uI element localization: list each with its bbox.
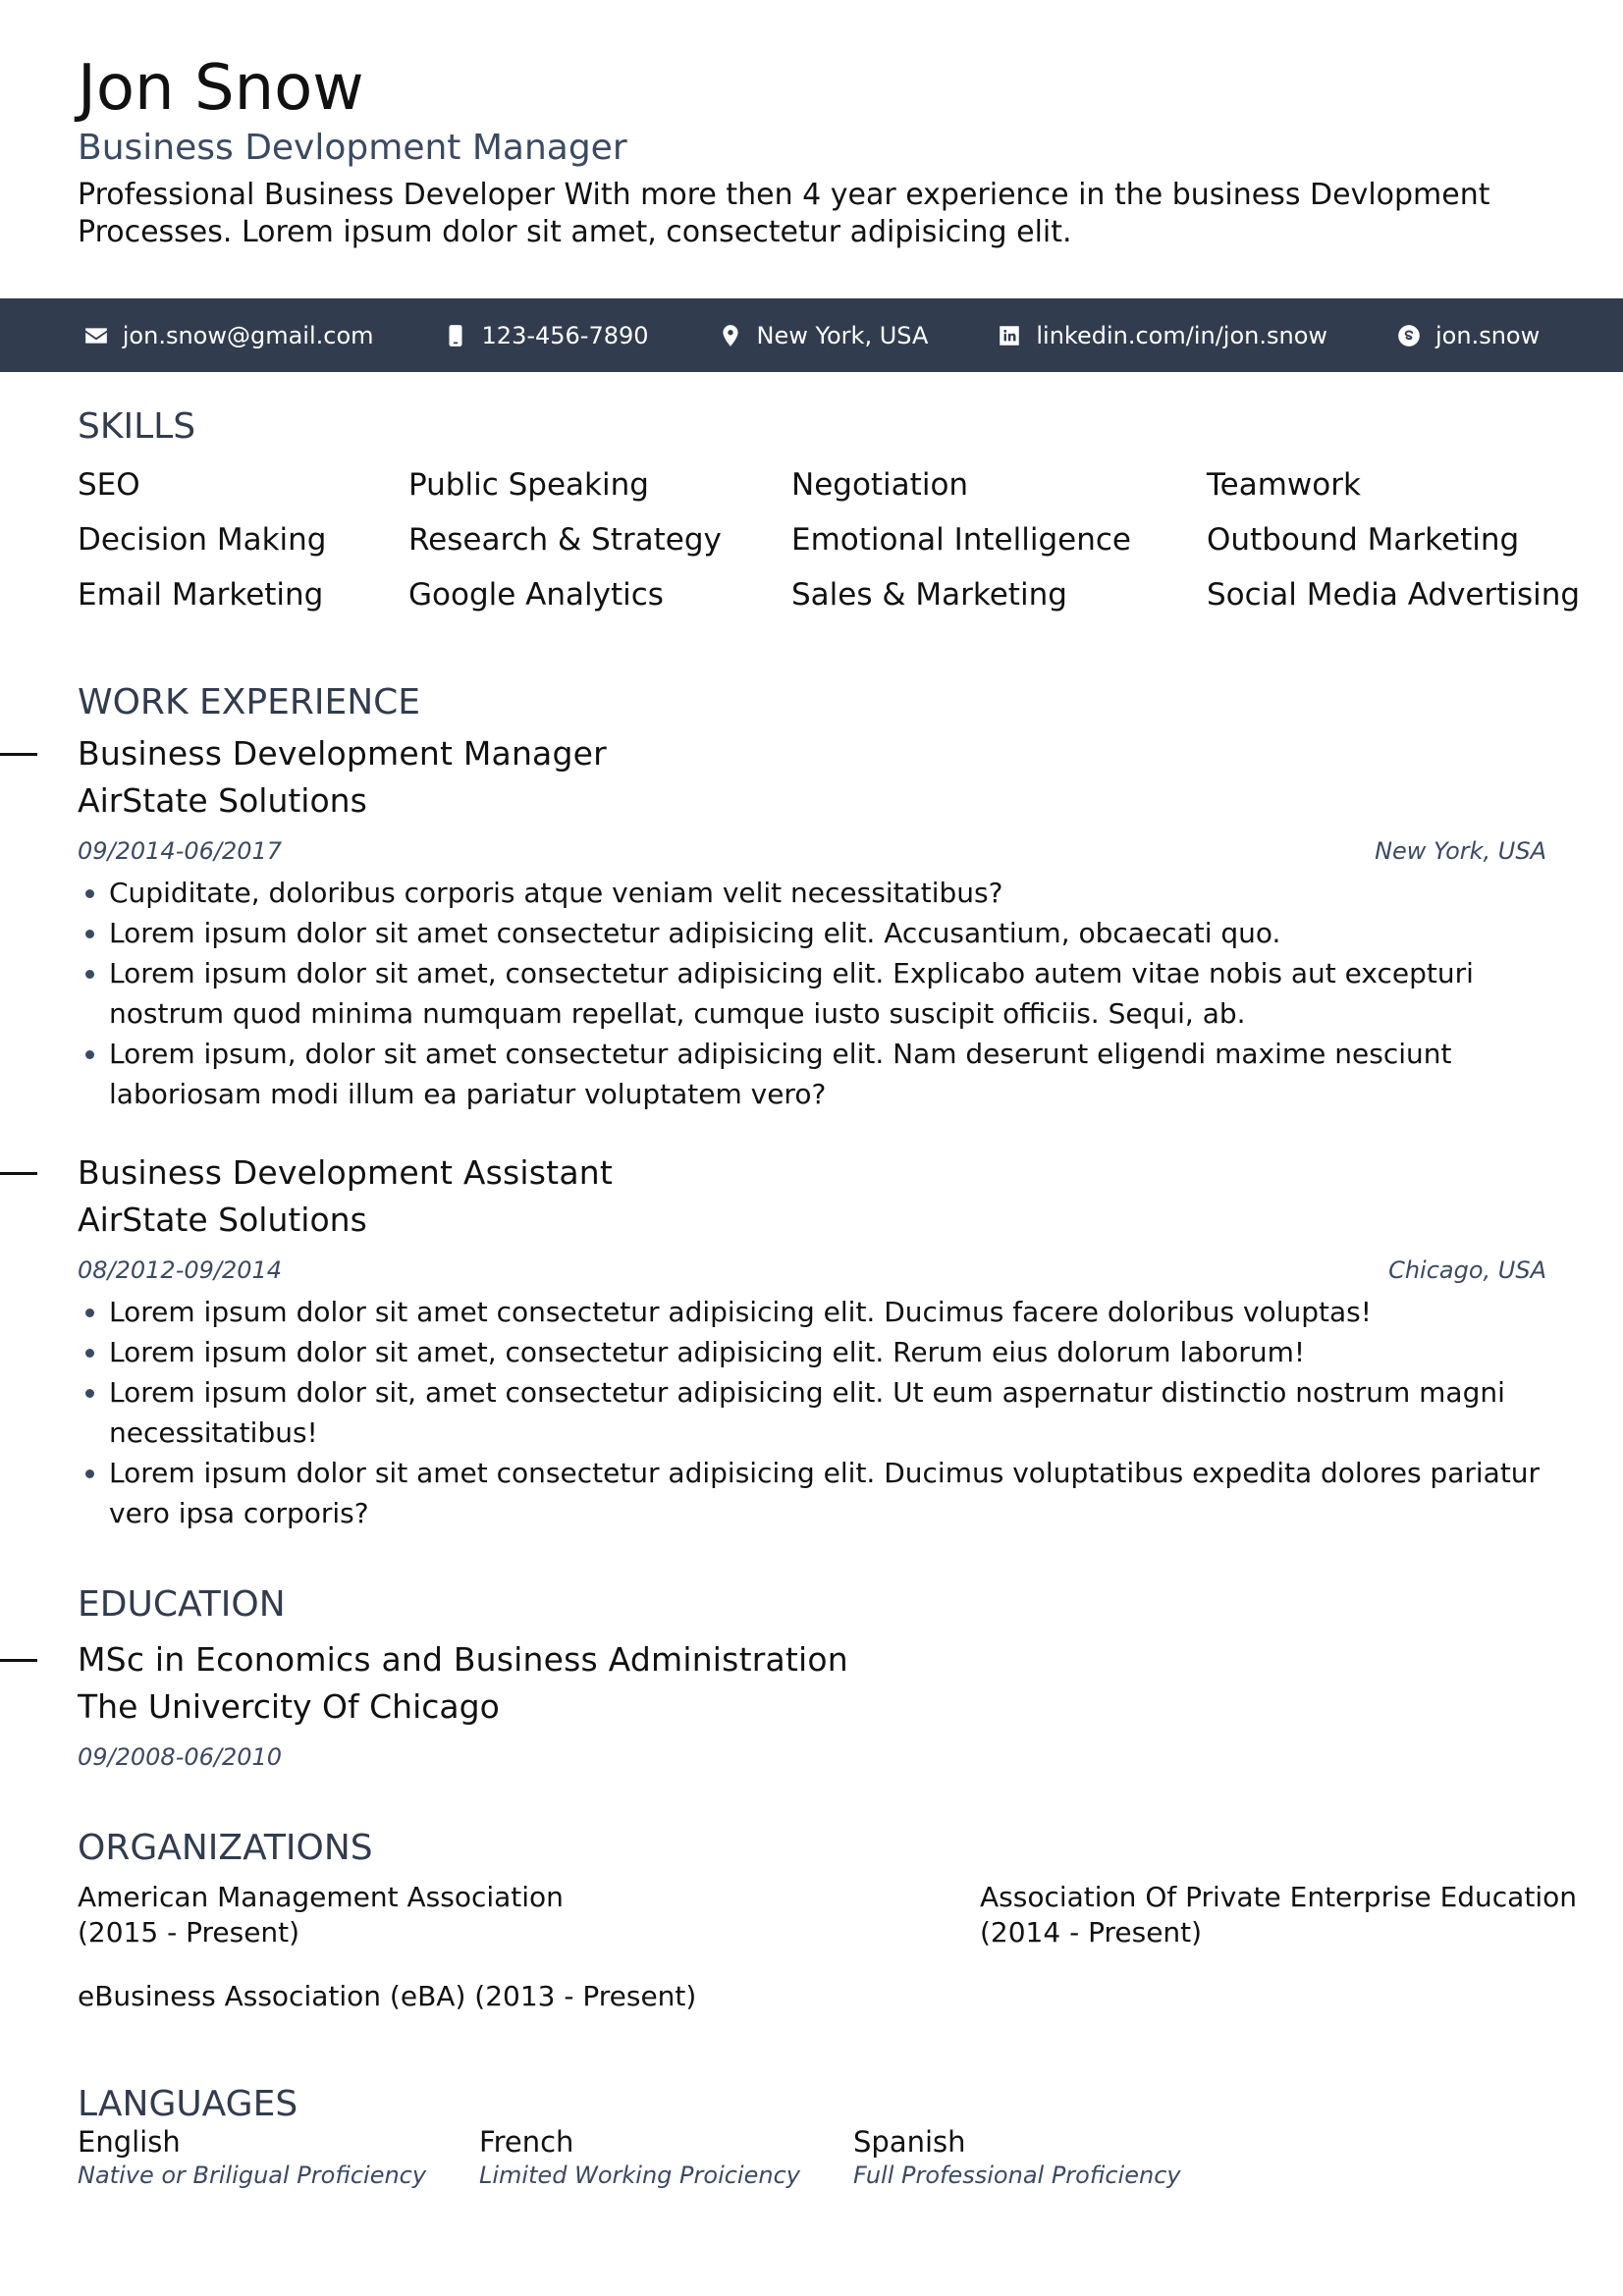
school-name: The Univercity Of Chicago: [78, 1687, 500, 1726]
language-item: [479, 2124, 800, 2191]
organization-name: Association Of Private Enterprise Education: [980, 1881, 1577, 1913]
organization-name: eBusiness Association (eBA) (2013 - Present): [78, 1980, 697, 2012]
job-bullets: [78, 873, 1546, 1114]
language-level: Native or Briligual Proficiency: [78, 2162, 427, 2189]
organization-period: (2014 - Present): [980, 1916, 1203, 1949]
job-dates: 09/2014-06/2017: [78, 837, 283, 865]
skill-item: Negotiation: [791, 467, 969, 503]
degree-title: MSc in Economics and Business Administration: [78, 1640, 848, 1679]
skill-item: SEO: [78, 467, 140, 503]
job-company: AirState Solutions: [78, 781, 367, 820]
bullet-item: • Lorem ipsum dolor sit amet consectetur adipisicing elit. Ducimus voluptatibus expedita dolores pariatur vero ipsa corporis?: [109, 1453, 1546, 1533]
languages-heading: LANGUAGES: [78, 2084, 298, 2124]
organization-item: [980, 1880, 1577, 1950]
candidate-title: Business Devlopment Manager: [78, 128, 627, 168]
organization-item: [78, 1979, 696, 2014]
skill-item: Public Speaking: [408, 467, 649, 503]
location-text: New York, USA: [756, 321, 929, 349]
candidate-name: Jon Snow: [78, 52, 364, 125]
mobile-phone-icon: [443, 323, 468, 348]
job-location: New York, USA: [1375, 837, 1546, 865]
language-item: [78, 2124, 426, 2191]
skill-item: Outbound Marketing: [1207, 522, 1520, 558]
timeline-dash: [0, 1172, 37, 1175]
contact-skype[interactable]: [1396, 322, 1540, 349]
language-name: Spanish: [853, 2125, 966, 2159]
education-entry: [78, 1639, 1546, 1773]
job-location: Chicago, USA: [1388, 1256, 1546, 1284]
organization-item: [78, 1880, 564, 1950]
work-experience-heading: WORK EXPERIENCE: [78, 682, 421, 722]
linkedin-text: linkedin.com/in/jon.snow: [1036, 321, 1327, 349]
contact-email[interactable]: [83, 322, 374, 349]
skill-item: Emotional Intelligence: [791, 522, 1131, 558]
skill-item: Google Analytics: [408, 577, 664, 613]
job-bullets: [78, 1292, 1546, 1533]
contact-bar: [0, 298, 1623, 372]
skype-text: jon.snow: [1435, 321, 1541, 349]
job-title: Business Development Manager: [78, 734, 607, 773]
bullet-item: • Lorem ipsum dolor sit amet, consectetur adipisicing elit. Rerum eius dolorum laborum!: [109, 1332, 1546, 1372]
email-text: jon.snow@gmail.com: [122, 321, 374, 349]
job-dates: 08/2012-09/2014: [78, 1256, 283, 1284]
organization-period: (2015 - Present): [78, 1916, 300, 1949]
job-title: Business Development Assistant: [78, 1153, 613, 1192]
education-dates: 09/2008-06/2010: [78, 1743, 283, 1771]
summary-text: Professional Business Developer With more then 4 year experience in the business Devlopment Processes. Lorem ipsum dolor sit amet, consectetur adipisicing elit.: [78, 178, 1490, 249]
skype-icon: [1396, 323, 1422, 348]
skill-item: Teamwork: [1207, 467, 1361, 503]
contact-location: [718, 322, 929, 349]
organizations-heading: ORGANIZATIONS: [78, 1828, 373, 1868]
language-name: French: [479, 2125, 574, 2159]
skill-item: Research & Strategy: [408, 522, 722, 558]
skill-item: Sales & Marketing: [791, 577, 1067, 613]
map-pin-icon: [718, 323, 743, 348]
skill-item: Email Marketing: [78, 577, 324, 613]
job-company: AirState Solutions: [78, 1201, 367, 1239]
language-level: Full Professional Proficiency: [853, 2162, 1181, 2189]
job-entry: [78, 733, 1546, 1114]
organization-name: American Management Association: [78, 1881, 564, 1913]
bullet-item: • Lorem ipsum dolor sit amet, consectetur adipisicing elit. Explicabo autem vitae nobis aut excepturi nostrum quod minima numquam repellat, cumque iusto suscipit officiis. Sequi, ab.: [109, 953, 1546, 1034]
bullet-item: • Lorem ipsum dolor sit amet consectetur adipisicing elit. Ducimus facere doloribus voluptas!: [109, 1292, 1546, 1332]
contact-phone[interactable]: [443, 322, 649, 349]
envelope-icon: [83, 323, 109, 348]
skill-item: Decision Making: [78, 522, 327, 558]
timeline-dash: [0, 1659, 37, 1662]
phone-text: 123-456-7890: [481, 321, 649, 349]
job-meta: [78, 835, 1546, 867]
language-item: [853, 2124, 1181, 2191]
bullet-item: • Cupiditate, doloribus corporis atque veniam velit necessitatibus?: [109, 873, 1546, 913]
education-heading: EDUCATION: [78, 1584, 286, 1625]
language-name: English: [78, 2125, 181, 2159]
job-meta: [78, 1255, 1546, 1286]
skill-item: Social Media Advertising: [1207, 577, 1581, 613]
bullet-item: • Lorem ipsum, dolor sit amet consectetur adipisicing elit. Nam deserunt eligendi maxime nesciunt laboriosam modi illum ea pariatur voluptatem vero?: [109, 1034, 1546, 1114]
skills-heading: SKILLS: [78, 406, 196, 447]
bullet-item: • Lorem ipsum dolor sit amet consectetur adipisicing elit. Accusantium, obcaecati quo.: [109, 913, 1546, 953]
job-entry: [78, 1152, 1546, 1533]
bullet-item: • Lorem ipsum dolor sit, amet consectetur adipisicing elit. Ut eum aspernatur distinctio nostrum magni necessitatibus!: [109, 1372, 1546, 1453]
timeline-dash: [0, 753, 37, 756]
language-level: Limited Working Proiciency: [479, 2162, 800, 2189]
contact-linkedin[interactable]: [997, 322, 1327, 349]
linkedin-icon: [997, 323, 1022, 348]
